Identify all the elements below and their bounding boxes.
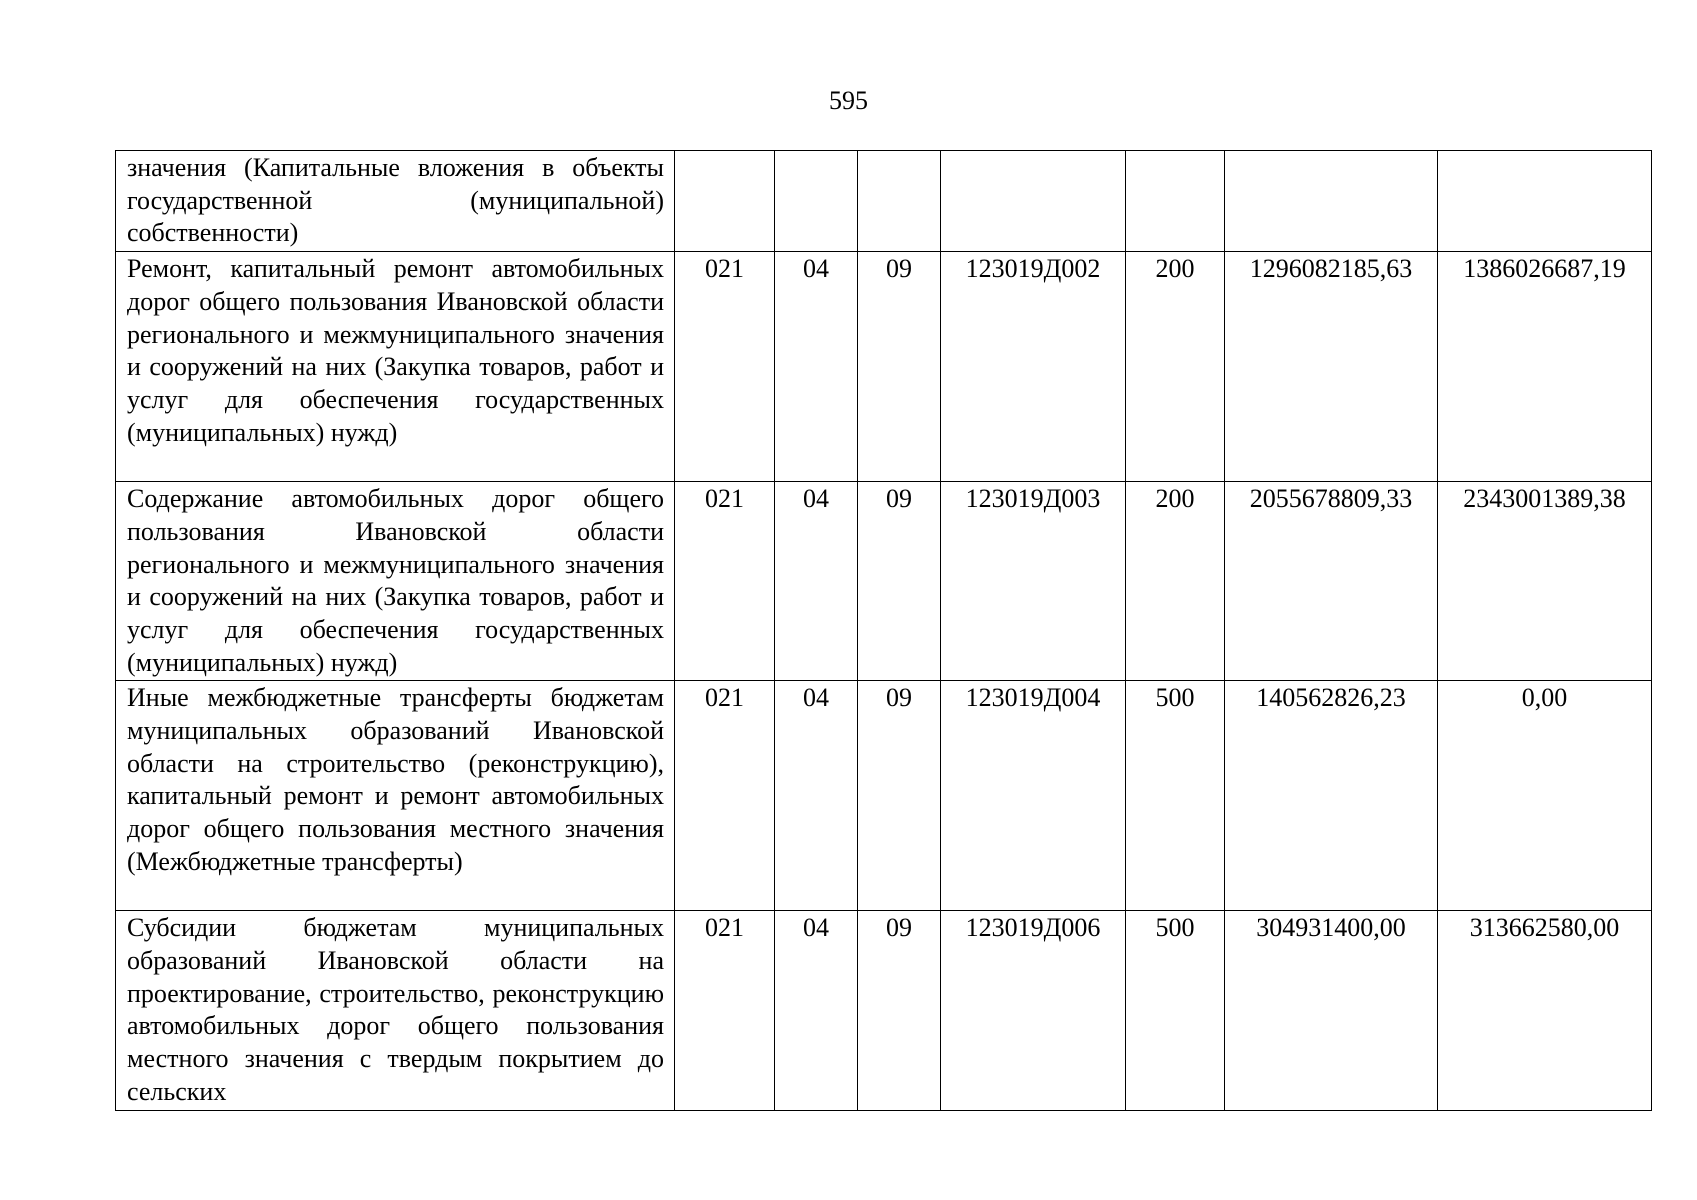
row-target-article: 123019Д003	[941, 482, 1126, 681]
row-ministry-code: 021	[675, 911, 775, 1110]
row-expense-type: 200	[1126, 482, 1225, 681]
row-target-article	[941, 151, 1126, 252]
row-ministry-code: 021	[675, 482, 775, 681]
row-expense-type: 500	[1126, 681, 1225, 911]
row-amount-year1: 2055678809,33	[1225, 482, 1438, 681]
row-amount-year2: 1386026687,19	[1438, 252, 1652, 482]
page-number: 595	[829, 86, 868, 115]
row-description: значения (Капитальные вложения в объекты государственной (муниципальной) собственности)	[116, 151, 675, 252]
row-description: Содержание автомобильных дорог общего пользования Ивановской области регионального и межмуниципального значения и сооружений на них (Закупка товаров, работ и услуг для обеспечения государственных (муниципальных) нужд)	[116, 482, 675, 681]
row-target-article: 123019Д002	[941, 252, 1126, 482]
row-amount-year1: 304931400,00	[1225, 911, 1438, 1110]
row-description: Субсидии бюджетам муниципальных образований Ивановской области на проектирование, строительство, реконструкцию автомобильных дорог общего пользования местного значения с твердым покрытием до сельских	[116, 911, 675, 1110]
row-expense-type: 500	[1126, 911, 1225, 1110]
row-ministry-code: 021	[675, 252, 775, 482]
row-section-code: 04	[775, 681, 858, 911]
row-amount-year1	[1225, 151, 1438, 252]
row-subsection-code: 09	[858, 911, 941, 1110]
row-expense-type	[1126, 151, 1225, 252]
row-amount-year2: 2343001389,38	[1438, 482, 1652, 681]
row-ministry-code: 021	[675, 681, 775, 911]
row-expense-type: 200	[1126, 252, 1225, 482]
table-row	[116, 252, 1652, 482]
row-section-code: 04	[775, 252, 858, 482]
row-ministry-code	[675, 151, 775, 252]
row-description: Иные межбюджетные трансферты бюджетам муниципальных образований Ивановской области на строительство (реконструкцию), капитальный ремонт и ремонт автомобильных дорог общего пользования местного значения (Межбюджетные трансферты)	[116, 681, 675, 911]
budget-table	[115, 150, 1652, 1111]
table-row	[116, 151, 1652, 252]
table-row	[116, 911, 1652, 1110]
row-subsection-code	[858, 151, 941, 252]
row-amount-year1: 1296082185,63	[1225, 252, 1438, 482]
row-section-code: 04	[775, 911, 858, 1110]
row-section-code	[775, 151, 858, 252]
row-amount-year2	[1438, 151, 1652, 252]
row-description: Ремонт, капитальный ремонт автомобильных дорог общего пользования Ивановской области регионального и межмуниципального значения и сооружений на них (Закупка товаров, работ и услуг для обеспечения государственных (муниципальных) нужд)	[116, 252, 675, 482]
table-row	[116, 681, 1652, 911]
row-subsection-code: 09	[858, 482, 941, 681]
row-amount-year1: 140562826,23	[1225, 681, 1438, 911]
row-subsection-code: 09	[858, 681, 941, 911]
row-target-article: 123019Д006	[941, 911, 1126, 1110]
row-subsection-code: 09	[858, 252, 941, 482]
row-amount-year2: 313662580,00	[1438, 911, 1652, 1110]
table-row	[116, 482, 1652, 681]
row-section-code: 04	[775, 482, 858, 681]
row-target-article: 123019Д004	[941, 681, 1126, 911]
row-amount-year2: 0,00	[1438, 681, 1652, 911]
